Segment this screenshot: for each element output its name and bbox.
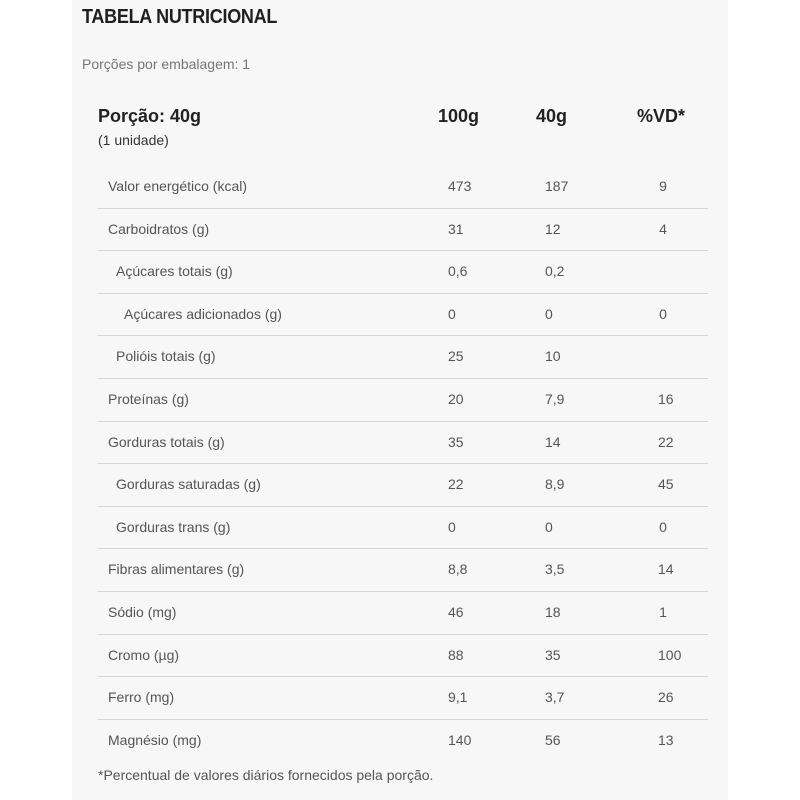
value-40g: 187 [545, 178, 569, 194]
nutrient-label: Cromo (µg) [108, 646, 180, 663]
value-40g: 35 [545, 646, 561, 663]
table-row [98, 336, 708, 379]
value-vd: 16 [658, 390, 674, 407]
nutrient-label: Gorduras totais (g) [108, 433, 225, 450]
table-row [98, 549, 708, 592]
value-100g: 25 [448, 348, 464, 365]
portion-header: Porção: 40g [98, 106, 202, 126]
value-vd: 4 [659, 220, 667, 237]
value-100g: 0 [448, 518, 456, 535]
value-100g: 140 [448, 731, 472, 748]
nutrient-label: Sódio (mg) [108, 603, 177, 620]
column-header-40g: 40g [536, 106, 568, 126]
table-row [98, 592, 708, 635]
value-40g: 0,2 [545, 263, 565, 280]
nutrient-label: Açúcares totais (g) [116, 263, 233, 280]
value-40g: 3,5 [545, 561, 565, 578]
value-100g: 0,6 [448, 263, 468, 280]
value-40g: 7,9 [545, 390, 565, 407]
table-row [98, 251, 708, 294]
value-100g: 46 [448, 603, 464, 620]
nutrient-label: Proteínas (g) [108, 390, 189, 407]
value-vd: 45 [658, 476, 674, 493]
servings-per-package: Porções por embalagem: 1 [82, 56, 251, 72]
value-100g: 0 [448, 305, 456, 322]
nutrient-label: Açúcares adicionados (g) [124, 305, 282, 322]
value-40g: 12 [545, 220, 561, 237]
table-row [98, 677, 708, 720]
value-40g: 3,7 [545, 689, 565, 706]
table-row [98, 720, 708, 762]
value-100g: 9,1 [448, 689, 468, 706]
value-vd: 9 [659, 178, 667, 194]
nutrient-label: Polióis totais (g) [116, 348, 216, 365]
value-vd: 13 [658, 731, 674, 748]
nutrient-label: Gorduras saturadas (g) [116, 476, 261, 493]
footnote: *Percentual de valores diários fornecidos pela porção. [98, 767, 434, 783]
value-vd: 22 [658, 433, 674, 450]
value-100g: 22 [448, 476, 464, 493]
table-row [98, 209, 708, 252]
nutrient-label: Magnésio (mg) [108, 731, 202, 748]
value-40g: 56 [545, 731, 561, 748]
value-40g: 0 [545, 518, 553, 535]
value-100g: 31 [448, 220, 464, 237]
nutrition-table [98, 166, 708, 761]
value-vd: 14 [658, 561, 674, 578]
value-100g: 8,8 [448, 561, 468, 578]
column-header-100g: 100g [438, 106, 480, 126]
table-row [98, 507, 708, 550]
portion-unit: (1 unidade) [98, 132, 169, 148]
table-row [98, 166, 708, 209]
value-vd: 0 [659, 305, 667, 322]
value-100g: 20 [448, 390, 464, 407]
value-40g: 18 [545, 603, 561, 620]
table-row [98, 422, 708, 465]
nutrient-label: Fibras alimentares (g) [108, 561, 245, 578]
value-vd: 1 [659, 603, 667, 620]
value-40g: 8,9 [545, 476, 565, 493]
table-row [98, 464, 708, 507]
value-vd: 0 [659, 518, 667, 535]
value-40g: 14 [545, 433, 561, 450]
value-100g: 473 [448, 178, 472, 194]
value-100g: 35 [448, 433, 464, 450]
value-vd: 26 [658, 689, 674, 706]
value-vd: 100 [658, 646, 682, 663]
value-100g: 88 [448, 646, 464, 663]
value-40g: 10 [545, 348, 561, 365]
page-title: TABELA NUTRICIONAL [82, 6, 278, 28]
column-header-vd: %VD* [637, 106, 686, 126]
table-row [98, 294, 708, 337]
nutrient-label: Valor energético (kcal) [108, 178, 248, 194]
nutrient-label: Ferro (mg) [108, 689, 175, 706]
nutrient-label: Carboidratos (g) [108, 220, 210, 237]
value-40g: 0 [545, 305, 553, 322]
table-row [98, 379, 708, 422]
table-row [98, 635, 708, 678]
nutrient-label: Gorduras trans (g) [116, 518, 231, 535]
